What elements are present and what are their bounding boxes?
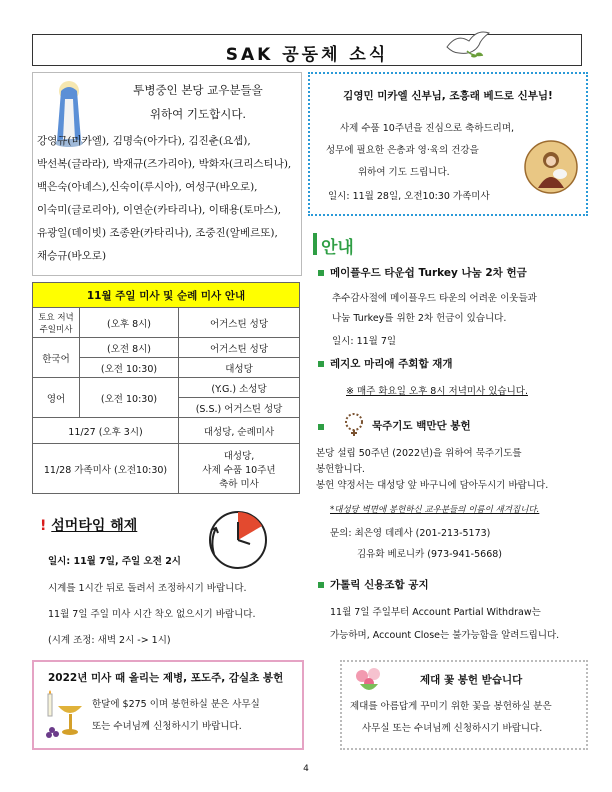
altar-flowers-line: 제대를 아름답게 꾸미기 위한 꽃을 봉헌하실 분은 xyxy=(350,701,552,712)
dst-title-row xyxy=(40,515,137,535)
mass-time: 11/28 가족미사 (오전10:30) xyxy=(33,444,179,494)
mass-place: 대성당, 순례미사 xyxy=(179,418,300,444)
prayer-names-line: 유광일(데이빗) 조종완(카타리나), 조중진(알베르또), xyxy=(37,227,278,239)
mass-time: (오전 10:30) xyxy=(80,358,179,378)
offering-title: 2022년 미사 때 올리는 제병, 포도주, 감실초 봉헌 xyxy=(48,672,284,684)
dst-date: 일시: 11월 7일, 주일 오전 2시 xyxy=(48,556,181,567)
prayer-heading-line2: 위하여 기도합시다. xyxy=(149,107,247,121)
rosary-note: *대성당 벽면에 봉헌하신 교우분들의 이름이 새겨집니다. xyxy=(330,505,540,515)
rosary-line: 본당 설립 50주년 (2022년)을 위하여 묵주기도를 xyxy=(316,448,522,459)
rosary-contact: 김유화 베로니카 (973-941-5668) xyxy=(357,549,502,560)
offering-line: 또는 수녀님께 신청하시기 바랍니다. xyxy=(92,721,242,732)
ordination-box xyxy=(308,72,588,216)
credit-union-line: 11월 7일 주일부터 Account Partial Withdraw는 xyxy=(330,607,541,618)
mass-label: 한국어 xyxy=(33,338,80,378)
mass-place-line: 축하 미사 xyxy=(219,478,259,490)
flower-bouquet-icon xyxy=(352,666,388,696)
rosary-line: 봉헌 약정서는 대성당 앞 바구니에 담아두시기 바랍니다. xyxy=(316,480,549,491)
offering-line: 한달에 $275 이며 봉헌하실 분은 사무실 xyxy=(92,699,260,710)
thanksgiving-line: 나눔 Turkey를 위한 2차 헌금이 있습니다. xyxy=(332,313,507,324)
mass-table-title: 11월 주일 미사 및 순례 미사 안내 xyxy=(33,283,300,308)
mass-time: (오전 10:30) xyxy=(80,378,179,418)
prayer-names-line: 백은숙(아녜스),신숙이(루시아), 여성구(바오로), xyxy=(37,181,258,193)
mass-place: 어거스틴 성당 xyxy=(179,338,300,358)
altar-flowers-box xyxy=(340,660,588,750)
section-accent-bar xyxy=(313,233,317,255)
clock-icon xyxy=(206,508,270,572)
legio-note: ※ 매주 화요일 오후 8시 저녁미사 있습니다. xyxy=(346,386,528,397)
mass-place: 어거스틴 성당 xyxy=(179,308,300,338)
dst-line: (시계 조정: 새벽 2시 -> 1시) xyxy=(48,635,171,646)
rosary-line: 봉헌합니다. xyxy=(316,464,365,475)
prayer-names-line: 이숙미(글로리아), 이연순(카타리나), 이태용(토마스), xyxy=(37,204,282,216)
newsletter-title: SAK 공동체 소식 xyxy=(225,45,389,65)
rosary-contact: 문의: 최은영 데레사 (201-213-5173) xyxy=(330,528,491,539)
credit-union-line: 가능하며, Account Close는 불가능함을 알려드립니다. xyxy=(330,630,560,641)
mass-time: (오전 8시) xyxy=(80,338,179,358)
rosary-icon xyxy=(340,412,368,438)
dst-line: 11월 7일 주일 미사 시간 착오 없으시기 바랍니다. xyxy=(48,609,256,620)
mass-place: (S.S.) 어거스틴 성당 xyxy=(179,398,300,418)
thanksgiving-title: 메이플우드 타운쉽 Turkey 나눔 2차 헌금 xyxy=(330,267,527,279)
mass-label: 토요 저녁 주일미사 xyxy=(33,308,80,338)
bullet-square-icon xyxy=(318,582,324,588)
chalice-icon xyxy=(40,690,86,742)
thanksgiving-line: 추수감사절에 메이플우드 타운의 어려운 이웃들과 xyxy=(332,293,537,304)
mass-label: 영어 xyxy=(33,378,80,418)
dst-line: 시계를 1시간 뒤로 돌려서 조정하시기 바랍니다. xyxy=(48,583,247,594)
ordination-line: 위하여 기도 드립니다. xyxy=(358,167,450,178)
ordination-title: 김영민 미카엘 신부님, 조흥래 베드로 신부님! xyxy=(343,90,553,102)
legio-title: 레지오 마리애 주회합 재개 xyxy=(330,358,453,370)
mass-schedule-table xyxy=(32,282,300,494)
newsletter-title-box xyxy=(32,34,582,66)
mass-place xyxy=(179,444,300,494)
altar-flowers-title: 제대 꽃 봉헌 받습니다 xyxy=(420,674,523,686)
ordination-date: 일시: 11월 28일, 오전10:30 가족미사 xyxy=(328,191,490,202)
mass-place-line: 대성당, xyxy=(223,450,255,462)
thanksgiving-date: 일시: 11월 7일 xyxy=(332,336,397,347)
bullet-square-icon xyxy=(318,270,324,276)
prayer-names-line: 채승규(바오로) xyxy=(37,250,107,262)
good-shepherd-icon xyxy=(524,140,578,194)
altar-flowers-line: 사무실 또는 수녀님께 신청하시기 바랍니다. xyxy=(362,723,543,734)
prayer-box xyxy=(32,72,302,276)
exclamation-mark: ! xyxy=(40,518,47,534)
mass-time: 11/27 (오후 3시) xyxy=(33,418,179,444)
credit-union-title: 가톨릭 신용조합 공지 xyxy=(330,579,429,591)
bullet-square-icon xyxy=(318,361,324,367)
mass-place: (Y.G.) 소성당 xyxy=(179,378,300,398)
mass-place-line: 사제 수품 10주년 xyxy=(202,464,276,476)
prayer-names-line: 박선복(글라라), 박재규(즈가리아), 박화자(크리스티나), xyxy=(37,158,292,170)
announcement-heading: 안내 xyxy=(321,238,354,258)
rosary-title: 묵주기도 백만단 봉헌 xyxy=(372,420,471,432)
ordination-line: 사제 수품 10주년을 진심으로 축하드리며, xyxy=(340,123,515,134)
offering-box xyxy=(32,660,304,750)
dove-icon xyxy=(443,27,495,63)
ordination-line: 성무에 필요한 은총과 영·육의 건강을 xyxy=(326,145,479,156)
bullet-square-icon xyxy=(318,424,324,430)
mass-time: (오후 8시) xyxy=(80,308,179,338)
dst-title: 섬머타임 해제 xyxy=(51,518,138,534)
page-number: 4 xyxy=(303,764,309,774)
mass-place: 대성당 xyxy=(179,358,300,378)
prayer-heading-line1: 투병중인 본당 교우분들을 xyxy=(133,83,263,97)
prayer-names-line: 강영규(미카엘), 김명숙(아가다), 김진춘(요셉), xyxy=(37,135,251,147)
